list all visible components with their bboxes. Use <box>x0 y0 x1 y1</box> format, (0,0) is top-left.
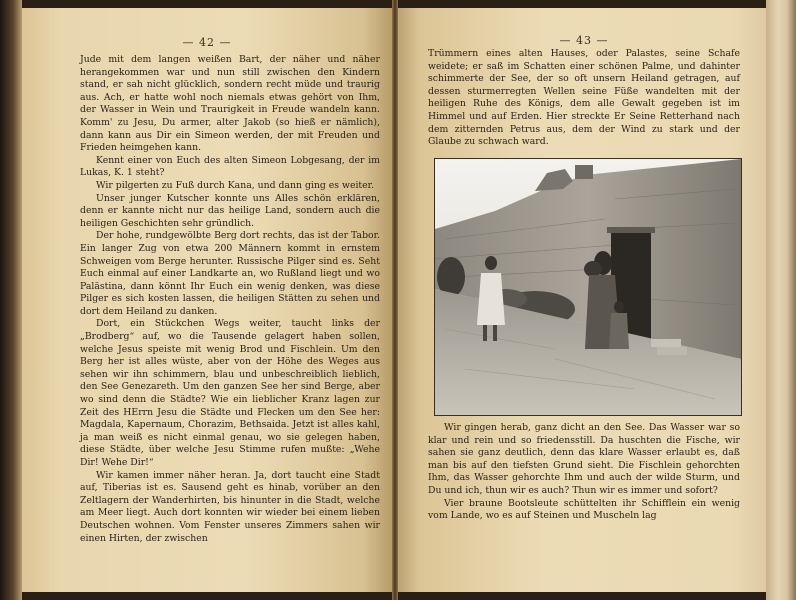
right-paragraph-1: Trümmern eines alten Hauses, oder Palastes, seine Schafe weidete; er saß im Schatten einer schönen Palme, und dahinter schimmerte der See, der so oft unsern Heiland getragen, auf dessen sturmerregten Wellen seine Füße wandelten mit der heiligen Ruhe des Königs, dem alle Gewalt gegeben ist im Himmel und auf Erden. Hier streckte Er Seine Retterhand nach dem zitternden Petrus aus, dem der Wind zu stark und der Glaube zu schwach ward. <box>428 48 740 148</box>
book-cover-edge-left <box>0 0 22 600</box>
left-paragraph-3: Wir pilgerten zu Fuß durch Kana, und dann ging es weiter. <box>96 179 375 191</box>
left-paragraph-7: Wir kamen immer näher heran. Ja, dort taucht eine Stadt auf, Tiberias ist es. Sausend geht es hinab, vorüber an den Zeltlagern der Wanderhirten, bis hinunter in die Stadt, welche am Meer liegt. Auch dort konnten wir wieder bei einem lieben Deutschen wohnen. Vom Fenster unseres Zimmers sahen wir einen Hirten, der zwischen <box>80 469 380 544</box>
left-paragraph-5: Der hohe, rundgewölbte Berg dort rechts, das ist der Tabor. Ein langer Zug von etwa 200 Männern kommt in ernstem Schweigen vom Berge herunter. Russische Pilger sind es. Seht Euch einmal auf einer Landkarte an, wo Rußland liegt und wo Palästina, dann könnt Ihr Euch ein wenig denken, was diese Pilger es sich kosten lassen, die heiligen Stätten zu sehen und dort dem Heiland zu danken. <box>80 230 380 317</box>
left-page-text <box>80 54 380 545</box>
left-paragraph-1: Jude mit dem langen weißen Bart, der näher und näher herangekommen war und nun still zwischen den Kindern stand, er sah nicht glücklich, sondern recht müde und traurig aus. Ach, er hatte wohl noch niemals etwas gehört von Ihm, der Wasser in Wein und Traurigkeit in Freude wandeln kann. Komm' zu Jesu, Du armer, alter Jakob (so hieß er nämlich), dann kann aus Dir ein Simeon werden, der mit Freuden und Frieden heimgehen kann. <box>80 54 380 154</box>
village-photograph <box>434 158 742 416</box>
photo-illustration <box>435 159 741 415</box>
left-paragraph-2: Kennt einer von Euch des alten Simeon Lobgesang, der im Lukas, K. 1 steht? <box>80 154 380 179</box>
right-paragraph-3: Vier braune Bootsleute schüttelten ihr Schifflein ein wenig vom Lande, wo es auf Steinen und Muscheln lag <box>428 497 740 522</box>
right-page-text-top <box>428 48 740 149</box>
right-page <box>398 8 770 592</box>
book-page-edges-right <box>766 0 796 600</box>
left-paragraph-4: Unser junger Kutscher konnte uns Alles schön erklären, denn er kannte nicht nur das heilige Land, sondern auch die heiligen Geschichten sehr gründlich. <box>80 192 380 229</box>
right-page-text-bottom <box>428 422 740 523</box>
right-page-number: — 43 — <box>559 34 609 47</box>
left-paragraph-6: Dort, ein Stückchen Wegs weiter, taucht links der „Brodberg“ auf, wo die Tausende gelagert haben sollen, welche Jesus speiste mit wenig Brod und Fischlein. Um den Berg her ist alles wüste, aber von der Höhe des Weges aus sehen wir ihn schimmern, blau und unbeschreiblich lieblich, den See Genezareth. Um den ganzen See her sind Berge, aber wo sind denn die Städte? Wie ein lieblicher Kranz lagen zur Zeit des HErrn Jesu die Städte und Flecken um den See her: Magdala, Kapernaum, Chorazim, Bethsaida. Jetzt ist alles kahl, ja man weiß es nicht einmal genau, wo sie gelegen haben, diese Städte, über welche Jesu Stimme rufen mußte: „Wehe Dir! Wehe Dir!“ <box>80 318 380 468</box>
left-page <box>22 8 392 592</box>
left-page-number: — 42 — <box>182 36 232 49</box>
right-paragraph-2: Wir gingen herab, ganz dicht an den See. Das Wasser war so klar und rein und so friedensstill. Da huschten die Fische, wir sahen sie ganz deutlich, denn das klare Wasser erlaubt es, daß man bis auf den tiefsten Grund sieht. Die Fischlein gehorchten Ihm, das Wasser gehorchte Ihm und auch der wilde Sturm, und Du und ich, thun wir es auch? Thun wir es immer und sofort? <box>428 422 740 496</box>
